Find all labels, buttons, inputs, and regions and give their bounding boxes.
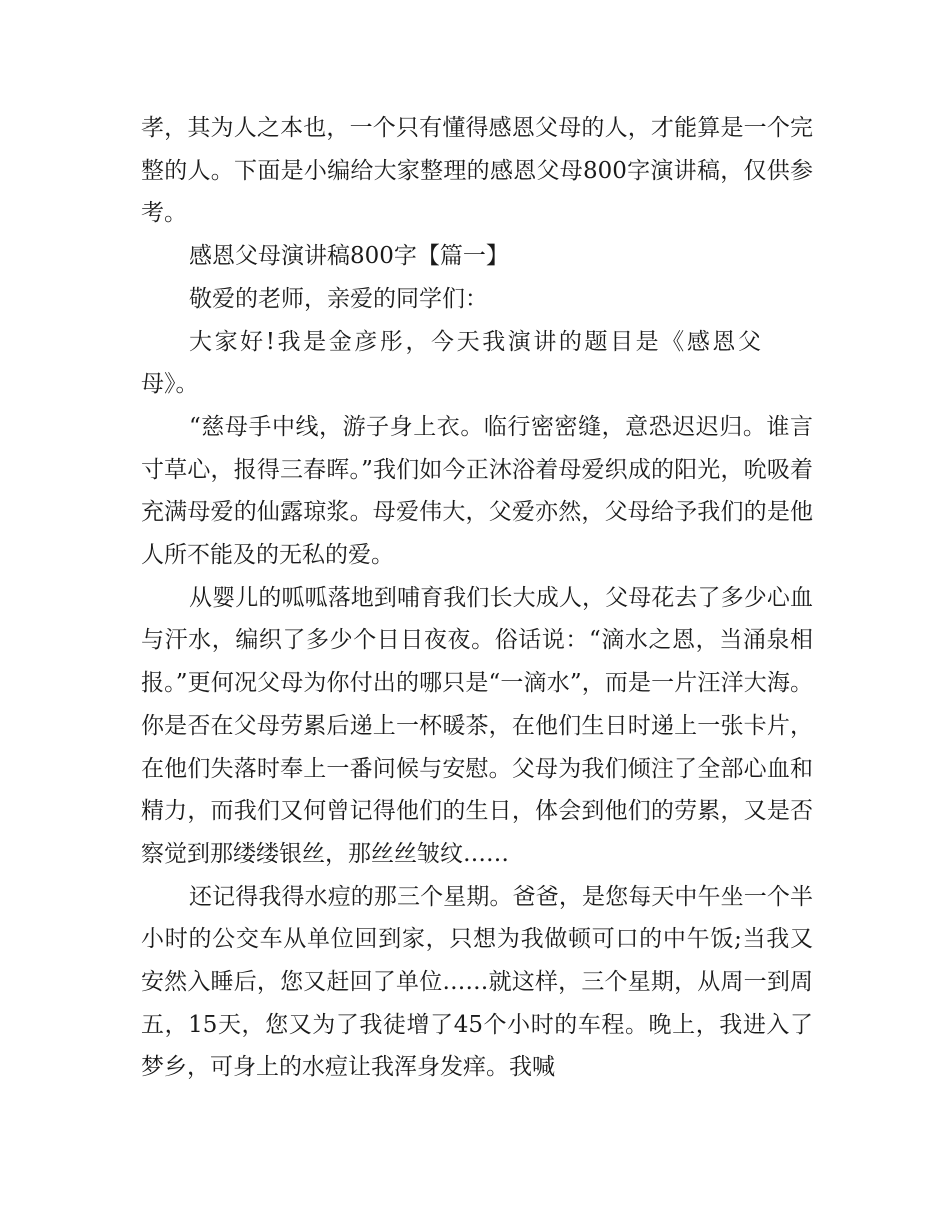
greeting-paragraph: 大家好!我是金彦彤，今天我演讲的题目是《感恩父母》。 xyxy=(141,328,761,398)
section-title: 感恩父母演讲稿800字【篇一】 xyxy=(189,243,509,270)
growth-paragraph: 从婴儿的呱呱落地到哺育我们长大成人，父母花去了多少心血与汗水，编织了多少个日日夜夜。俗话说：“滴水之恩，当涌泉相报。”更何况父母为你付出的哪只是“一滴水”，而是一片汪洋大海。你是否在父母劳累后递上一杯暖茶，在他们生日时递上一张卡片，在他们失落时奉上一番问候与安慰。父母为我们倾注了全部心血和精力，而我们又何曾记得他们的生日，体会到他们的劳累，又是否察觉到那缕缕银丝，那丝丝皱纹…… xyxy=(141,584,813,867)
document-body xyxy=(141,107,813,1089)
poem-paragraph: “慈母手中线，游子身上衣。临行密密缝，意恐迟迟归。谁言寸草心，报得三春晖。”我们如今正沐浴着母爱织成的阳光，吮吸着充满母爱的仙露琼浆。母爱伟大，父爱亦然，父母给予我们的是他人所不能及的无私的爱。 xyxy=(141,413,813,569)
salutation: 敬爱的老师，亲爱的同学们： xyxy=(189,285,488,312)
memory-paragraph: 还记得我得水痘的那三个星期。爸爸，是您每天中午坐一个半小时的公交车从单位回到家，只想为我做顿可口的中午饭;当我又安然入睡后，您又赶回了单位……就这样，三个星期，从周一到周五，15天，您又为了我徒增了45个小时的车程。晚上，我进入了梦乡，可身上的水痘让我浑身发痒。我喊 xyxy=(141,883,813,1081)
intro-paragraph: 孝，其为人之本也，一个只有懂得感恩父母的人，才能算是一个完整的人。下面是小编给大家整理的感恩父母800字演讲稿，仅供参考。 xyxy=(141,115,813,227)
